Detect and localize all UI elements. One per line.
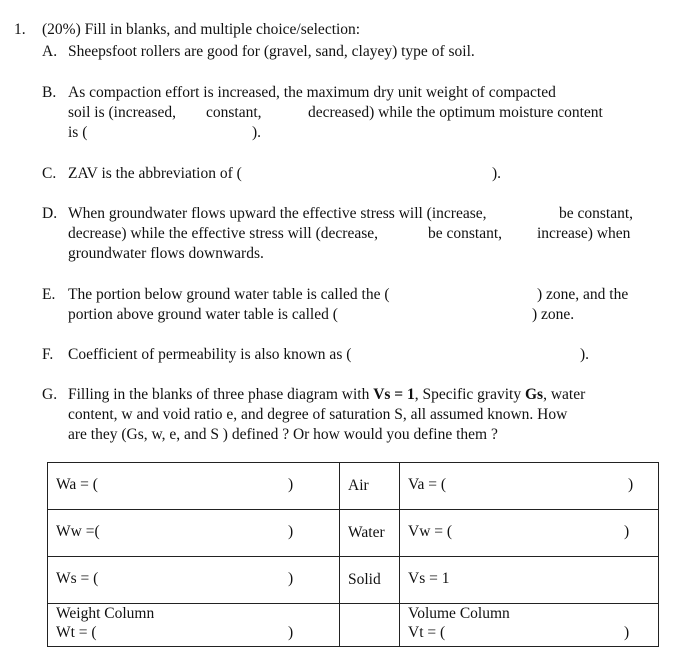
item-b-line1: As compaction effort is increased, the maximum dry unit weight of compacted — [68, 84, 556, 101]
item-g-gs: Gs — [524, 386, 544, 403]
item-a-letter: A. — [42, 43, 58, 60]
vt-label: Vt = ( — [408, 624, 446, 641]
item-c-text: ZAV is the abbreviation of ( — [68, 165, 242, 182]
vw-close: ) — [624, 523, 630, 540]
item-g-line2: content, w and void ratio e, and degree of saturation S, all assumed known. How — [68, 406, 568, 423]
item-b-line3-a: is ( — [68, 124, 88, 141]
item-b-line2-a: soil is (increased, — [68, 104, 177, 121]
wt-label: Wt = ( — [56, 624, 97, 641]
cell-wa — [48, 463, 340, 510]
item-g-line3: are they (Gs, w, e, and S ) defined ? Or how would you define them ? — [68, 426, 498, 443]
wt-close: ) — [288, 624, 294, 641]
table-row-solid — [48, 557, 659, 604]
cell-solid — [340, 557, 400, 604]
question-header: (20%) Fill in blanks, and multiple choice/selection: — [42, 21, 361, 38]
ww-label: Ww =( — [56, 523, 100, 540]
cell-air — [340, 463, 400, 510]
item-f-text: Coefficient of permeability is also known as ( — [68, 346, 352, 363]
item-b-line2-c: decreased) while the optimum moisture content — [308, 104, 603, 121]
item-e-letter: E. — [42, 286, 56, 303]
cell-blank — [340, 604, 400, 647]
wa-label: Wa = ( — [56, 476, 98, 493]
item-d-line2-a: decrease) while the effective stress will (decrease, — [68, 225, 378, 242]
question-number: 1. — [14, 21, 26, 38]
item-d-line2-b: be constant, — [428, 225, 503, 242]
ws-label: Ws = ( — [56, 570, 99, 587]
vs-label: Vs = 1 — [408, 570, 450, 587]
cell-ws — [48, 557, 340, 604]
va-label: Va = ( — [408, 476, 447, 493]
item-g-line1-a: Filling in the blanks of three phase diagram with — [68, 386, 374, 403]
cell-vs — [400, 557, 659, 604]
item-b-line2-b: constant, — [206, 104, 262, 121]
volume-column-title: Volume Column — [408, 605, 510, 622]
item-d-line2-c: increase) when — [537, 225, 631, 242]
item-g-line1-c: , Specific gravity — [414, 386, 525, 403]
three-phase-table — [47, 462, 659, 647]
item-a-text: Sheepsfoot rollers are good for (gravel, sand, clayey) type of soil. — [68, 43, 475, 60]
phase-water: Water — [348, 524, 385, 541]
cell-wt — [48, 604, 340, 647]
item-e-line2-a: portion above ground water table is called ( — [68, 306, 338, 323]
cell-vt — [400, 604, 659, 647]
weight-column-title: Weight Column — [56, 605, 155, 622]
item-g-letter: G. — [42, 386, 58, 403]
item-g-vs: Vs = 1 — [373, 386, 415, 403]
item-d-line1-b: be constant, — [559, 205, 634, 222]
item-b-letter: B. — [42, 84, 57, 101]
item-g-line1-e: , water — [543, 386, 586, 403]
item-f-letter: F. — [42, 346, 54, 363]
item-e-line1-a: The portion below ground water table is called the ( — [68, 286, 390, 303]
vt-close: ) — [624, 624, 630, 641]
table-row-totals — [48, 604, 659, 647]
ws-close: ) — [288, 570, 294, 587]
item-b-line3-b: ). — [252, 124, 262, 141]
item-e-line1-b: ) zone, and the — [537, 286, 629, 303]
item-e-line2-b: ) zone. — [532, 306, 575, 323]
ww-close: ) — [288, 523, 294, 540]
table-row-water — [48, 510, 659, 557]
cell-water — [340, 510, 400, 557]
item-d-line3: groundwater flows downwards. — [68, 245, 264, 262]
item-d-letter: D. — [42, 205, 58, 222]
cell-vw — [400, 510, 659, 557]
phase-solid: Solid — [348, 571, 381, 588]
item-c-close: ). — [492, 165, 502, 182]
va-close: ) — [628, 476, 634, 493]
item-f-close: ). — [580, 346, 590, 363]
item-d-line1-a: When groundwater flows upward the effective stress will (increase, — [68, 205, 487, 222]
vw-label: Vw = ( — [408, 523, 453, 540]
cell-ww — [48, 510, 340, 557]
item-c-letter: C. — [42, 165, 57, 182]
table-row-air — [48, 463, 659, 510]
wa-close: ) — [288, 476, 294, 493]
item-g-line1 — [68, 385, 585, 405]
cell-va — [400, 463, 659, 510]
phase-air: Air — [348, 477, 369, 494]
